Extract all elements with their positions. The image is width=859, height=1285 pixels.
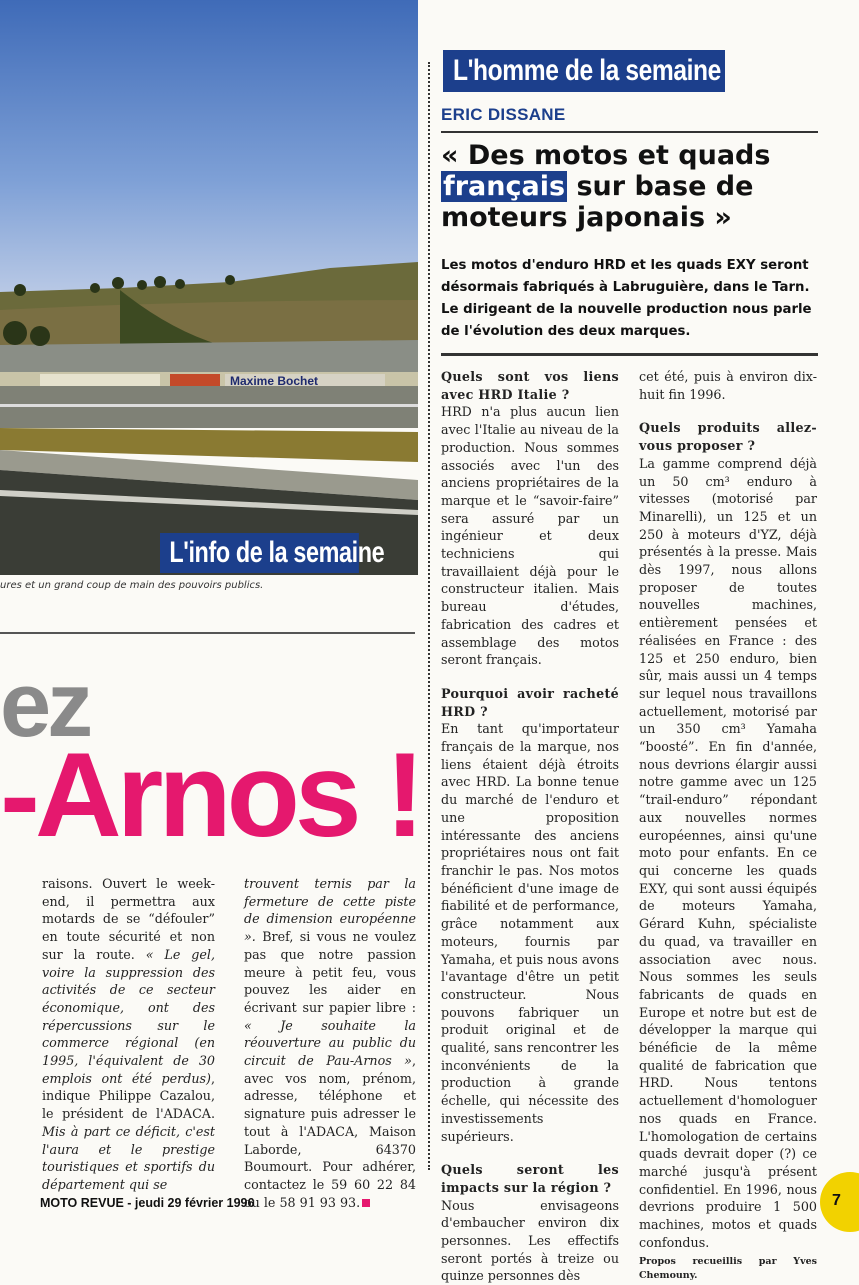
banner-label: L'homme de la semaine [453,54,721,87]
answer: HRD n'a plus aucun lien avec l'Italie au niveau de la production. Nous sommes associés avec l'un des anciens propriétaires de la marque et le “savoir-faire” sera assuré par un ingénieur et deux techniciens qui travaillaient déjà pour le constructeur italien. Mais bureau d'études, fabrication des cadres et assemblage des motos seront français. [441,404,619,668]
answer: En tant qu'importateur français de la marque, nos liens étaient déjà étroits avec HRD. La bonne tenue du marché de l'enduro et une proposition intéressante des anciens propriétaires nous ont fait franchir le pas. Nos motos bénéficient d'une image de fiabilité et de performance, grâce notamment aux moteurs, fournis par Yamaha, et puis nous avons l'avantage d'être un petit constructeur. Nous pouvons fabriquer un produit original et de qualité, sans rencontrer les inconvénients de la production à grande échelle, qui nécessite des investissements supérieurs. [441,721,619,1144]
question: Quels sont vos liens avec HRD Italie ? [441,369,619,402]
page-number-badge [820,1172,859,1232]
quote-run: trouvent ternis par la fermeture de cette piste de dimension européenne ». [244,876,416,945]
paragraph [244,875,416,1211]
quote-run: Mis à part ce déficit, c'est l'aura et le prestige touristiques et sportifs du département qui se [42,1123,215,1192]
column-separator [428,62,430,1170]
interview-column-1 [441,368,619,1285]
left-article-column-2 [244,875,416,1211]
text-run: , avec vos nom, prénom, adresse, téléphone et signature puis adresser le tout à l'ADACA, Maison Laborde, 64370 Boumourt. Pour adhérer, contactez le 59 60 22 84 ou le 58 91 93 93. [244,1053,416,1210]
interview-lead: Les motos d'enduro HRD et les quads EXY seront désormais fabriqués à Labruguière, dans le Tarn. Le dirigeant de la nouvelle production nous parle de l'évolution des deux marques. [441,258,812,339]
article-title-line2: -Arnos ! [0,728,420,862]
credit-line: Propos recueillis par Yves Chemouny. [639,1256,817,1282]
answer: La gamme comprend déjà un 50 cm³ enduro à vitesses (motorisé par Minarelli), un 125 et un 250 à moteurs d'YZ, déjà présentés à la presse. Mais dès 1997, nous allons proposer de toutes nouvelles machines, entièrement pensées et réalisées en France : des 125 et 250 enduro, bien sûr, mais aussi un 4 temps sur lequel nous travaillons actuellement, motorisé par un 350 cm³ Yamaha “boosté”. En fin d'année, nous devrions élargir aussi notre gamme avec un 125 “trail-enduro” répondant aux nouvelles normes européennes, ainsi qu'une moto pour enfants. En ce qui concerne les quads EXY, qui sont aussi équipés de moteurs Yamaha, Gérard Kuhn, spécialiste du quad, va travailler en association avec nous. Nous sommes les seuls fabricants de quads en Europe et notre but est de développer la marque qui bénéficie de la même qualité de fabrication que HRD. Nous tentons actuellement d'homologuer nos quads en France. L'homologation de certains quads devrait doper (?) ce marché jusqu'à présent confidentiel. En 1996, nous devrions produire 1 500 machines, motos et quads confondus. [639,455,817,1250]
question: Pourquoi avoir racheté HRD ? [441,685,619,719]
circuit-photo [0,0,418,575]
text-run: , indique Philippe Cazalou, le président de l'ADACA. [42,1070,215,1122]
article-title-line1: ez [0,654,90,756]
paragraph [42,875,215,1194]
quote-run: « Le gel, voire la suppression des activités de ce secteur économique, ont des répercussions sur le commerce régional (en 1995, l'équivalent de 30 emplois ont été perdus) [42,946,215,1086]
billboard-text: Maxime Bochet [230,374,319,388]
headline-highlight: français [443,171,566,202]
answer: Nous envisageons d'embaucher environ dix personnes. Les effectifs seront portés à treize ou quinze personnes dès [441,1197,619,1284]
section-divider [0,632,415,634]
magazine-footer: MOTO REVUE - jeudi 29 février 1996 [40,1196,255,1210]
interviewee-name: ERIC DISSANE [441,105,566,124]
headline-text: « Des motos et quads [441,140,771,171]
left-article-column-1 [42,875,215,1194]
interview-column-2 [639,368,817,1283]
man-of-week-banner [443,50,725,92]
end-mark-icon [362,1199,370,1207]
info-week-banner: L'info de la semaine [160,533,359,573]
question: Quels produits allez-vous proposer ? [639,420,817,454]
question: Quels seront les impacts sur la région ? [441,1162,619,1195]
photo-caption: ures et un grand coup de main des pouvoirs publics. [0,580,264,591]
quote-run: « Je souhaite la réouverture au public du circuit de Pau-Arnos » [244,1017,416,1069]
headline-text: sur base de moteurs japonais » [441,171,754,233]
text-run: Bref, si vous ne voulez pas que notre passion meure à petit feu, vous pouvez les aider en écrivant sur papier libre : [244,929,416,1015]
page-number: 7 [832,1192,841,1209]
name-divider [441,131,818,133]
interview-headline [441,140,836,233]
lead-divider [441,353,818,356]
text-run: raisons. Ouvert le week-end, il permettra aux motards de se “défouler” en toute sécurité et non sur la route. [42,876,215,962]
answer: cet été, puis à environ dix-huit fin 1996. [639,369,817,402]
